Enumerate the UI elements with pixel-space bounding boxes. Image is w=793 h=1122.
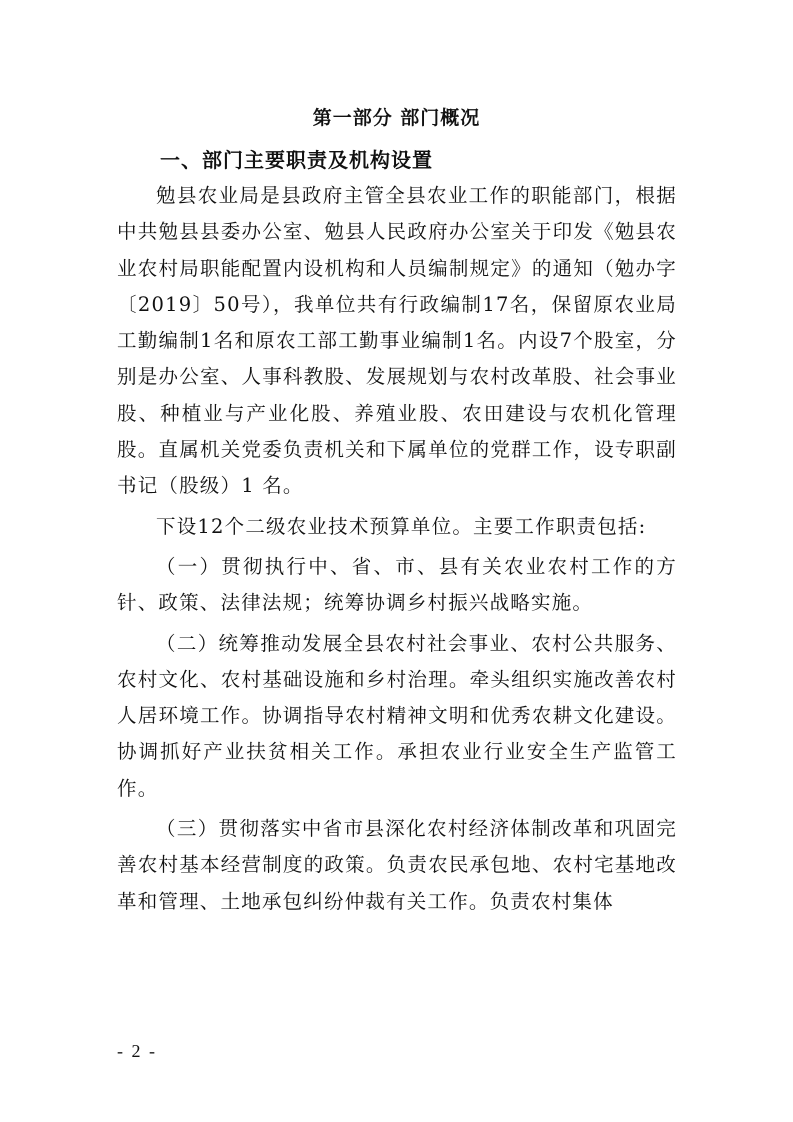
paragraph-duty-2: （二）统筹推动发展全县农村社会事业、农村公共服务、农村文化、农村基础设施和乡村治理。牵头组织实施改善农村人居环境工作。协调指导农村精神文明和优秀农耕文化建设。协调抓好产业扶贫相关工作。承担农业行业安全生产监管工作。: [117, 631, 677, 800]
paragraph-duty-1: （一）贯彻执行中、省、市、县有关农业农村工作的方针、政策、法律法规；统筹协调乡村振兴战略实施。: [117, 554, 677, 615]
document-body: [117, 178, 677, 920]
paragraph-subunits: 下设12个二级农业技术预算单位。主要工作职责包括:: [156, 514, 647, 538]
paragraph-duty-3: （三）贯彻落实中省市县深化农村经济体制改革和巩固完善农村基本经营制度的政策。负责农民承包地、农村宅基地改革和管理、土地承包纠纷仲裁有关工作。负责农村集体: [117, 817, 677, 913]
section-heading: 一、部门主要职责及机构设置: [160, 148, 433, 172]
page-title: 第一部分 部门概况: [312, 107, 481, 129]
page-number: - 2 -: [117, 1041, 157, 1061]
paragraph-overview: 勉县农业局是县政府主管全县农业工作的职能部门，根据中共勉县县委办公室、勉县人民政府办公室关于印发《勉县农业农村局职能配置内设机构和人员编制规定》的通知（勉办字〔2019〕50号），我单位共有行政编制17名，保留原农业局工勤编制1名和原农工部工勤事业编制1名。内设7个股室，分别是办公室、人事科教股、发展规划与农村改革股、社会事业股、种植业与产业化股、养殖业股、农田建设与农机化管理股。直属机关党委负责机关和下属单位的党群工作，设专职副书记（股级）1 名。: [117, 184, 677, 498]
